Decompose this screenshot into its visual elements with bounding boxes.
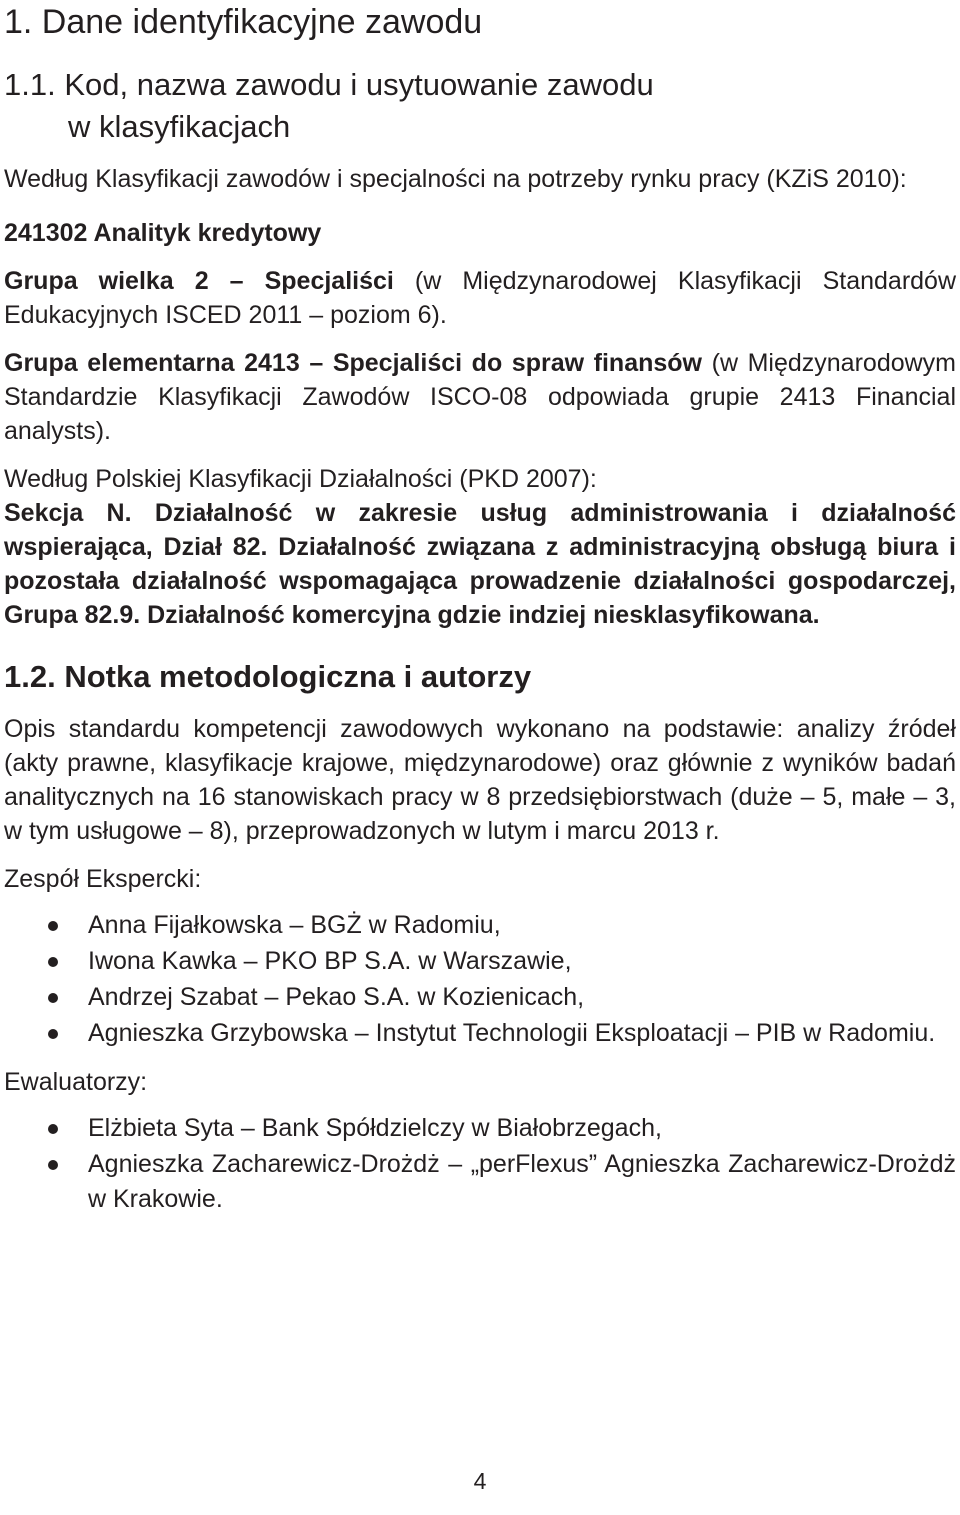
bullet-icon	[48, 1124, 58, 1134]
experts-label: Zespół Ekspercki:	[4, 865, 202, 893]
occupation-code-name-text: 241302 Analityk kredytowy	[4, 219, 322, 247]
subsection-title-line1: Kod, nazwa zawodu i usytuowanie zawodu	[64, 67, 654, 102]
bullet-icon	[48, 921, 58, 931]
bullet-icon	[48, 957, 58, 967]
subsection-number: 1.1.	[4, 67, 56, 102]
evaluators-list	[4, 1111, 956, 1217]
list-item: Iwona Kawka – PKO BP S.A. w Warszawie,	[4, 944, 956, 979]
group-big-text: (w Międzynarodowej Klasyfikacji Standardów Edukacyjnych ISCED 2011 – poziom 6).	[4, 267, 957, 329]
kzis-intro: Według Klasyfikacji zawodów i specjalności na potrzeby rynku pracy (KZiS 2010):	[4, 165, 907, 193]
group-elementary-paragraph	[4, 346, 956, 448]
methodology-paragraph: Opis standardu kompetencji zawodowych wykonano na podstawie: analizy źródeł (akty prawne, klasyfikacje krajowe, międzynarodowe) oraz głównie z wyników badań analitycznych na 16 stanowiskach pracy w 8 przedsiębiorstwach (duże – 5, małe – 3, w tym usługowe – 8), przeprowadzonych w lutym i marcu 2013 r.	[4, 715, 956, 845]
group-big-paragraph	[4, 264, 956, 332]
pkd-body	[4, 496, 956, 632]
pkd-intro: Według Polskiej Klasyfikacji Działalności (PKD 2007):	[4, 465, 597, 493]
document-page	[4, 0, 956, 1218]
subsection-heading-1-2: 1.2. Notka metodologiczna i autorzy	[4, 659, 532, 694]
page-number: 4	[473, 1468, 487, 1494]
group-elementary-label: Grupa elementarna 2413 – Specjaliści do spraw finansów	[4, 349, 703, 377]
evaluators-label: Ewaluatorzy:	[4, 1068, 148, 1096]
list-item: Agnieszka Zacharewicz-Drożdż – „perFlexus” Agnieszka Zacharewicz-Drożdż w Krakowie.	[4, 1147, 956, 1217]
list-item: Elżbieta Syta – Bank Spółdzielczy w Białobrzegach,	[4, 1111, 956, 1146]
subsection-title-line2: w klasyfikacjach	[68, 109, 291, 144]
list-item: Andrzej Szabat – Pekao S.A. w Kozienicach,	[4, 980, 956, 1015]
group-big-label: Grupa wielka 2 – Specjaliści	[4, 267, 394, 295]
list-item: Agnieszka Grzybowska – Instytut Technologii Eksploatacji – PIB w Radomiu.	[4, 1016, 956, 1051]
list-item: Anna Fijałkowska – BGŻ w Radomiu,	[4, 908, 956, 943]
pkd-body-text: Sekcja N. Działalność w zakresie usług administrowania i działalność wspierająca, Dział 82. Działalność związana z administracyjną obsługą biura i pozostała działalność wspomagająca prowadzenie działalności gospodarczej, Grupa 82.9. Działalność komercyjna gdzie indziej niesklasyfikowana.	[4, 499, 956, 629]
experts-list	[4, 908, 956, 1051]
bullet-icon	[48, 1029, 58, 1039]
bullet-icon	[48, 993, 58, 1003]
bullet-icon	[48, 1160, 58, 1170]
group-elementary-text: (w Międzynarodowym Standardzie Klasyfikacji Zawodów ISCO-08 odpowiada grupie 2413 Financial analysts).	[4, 349, 957, 445]
section-heading: 1. Dane identyfikacyjne zawodu	[4, 3, 483, 41]
occupation-code-name	[4, 216, 956, 250]
subsection-heading-1-1	[4, 64, 956, 148]
